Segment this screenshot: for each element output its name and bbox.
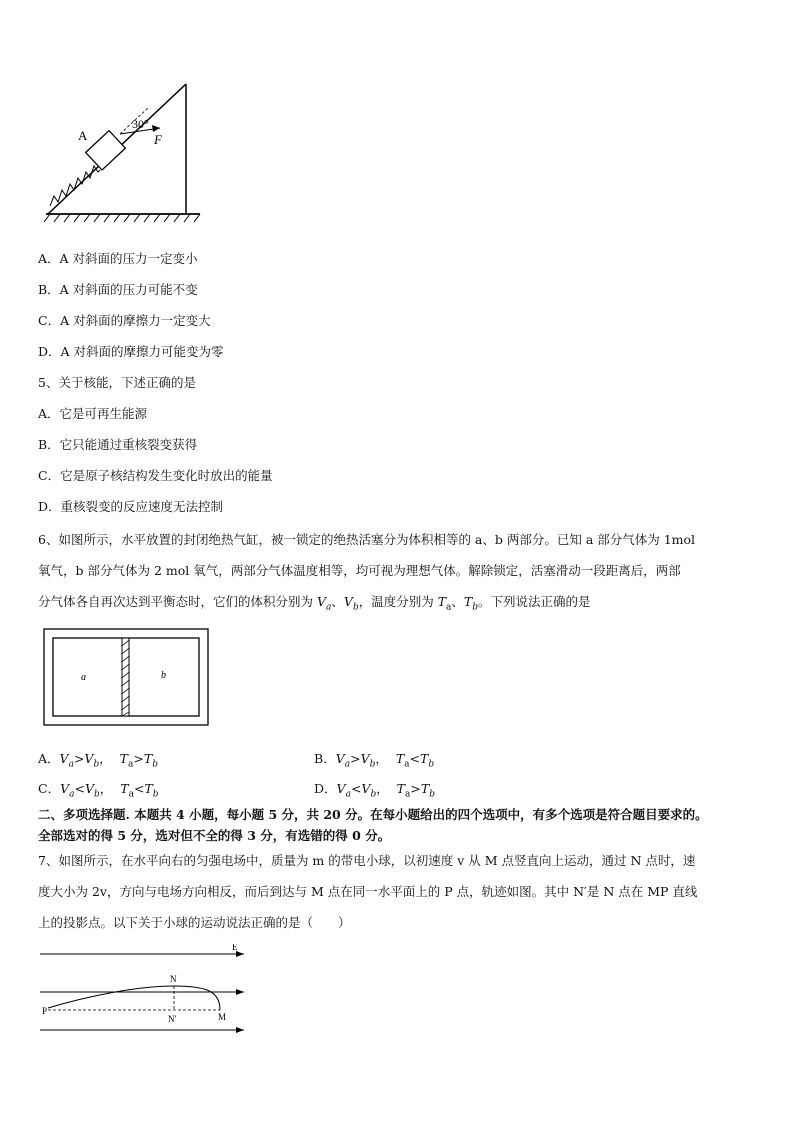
q4-option-a: A．A 对斜面的压力一定变小 [38,251,198,266]
q5-stem: 5、关于核能，下述正确的是 [38,375,196,390]
q5-option-b: B．它只能通过重核裂变获得 [38,437,198,452]
q7-stem-line3: 上的投影点。以下关于小球的运动说法正确的是（ ） [38,915,351,930]
q4-option-b: B．A 对斜面的压力可能不变 [38,282,198,297]
q5-option-d: D．重核裂变的反应速度无法控制 [38,499,224,514]
q5-option-c: C．它是原子核结构发生变化时放出的能量 [38,468,273,483]
q6-stem-line2: 氧气，b 部分气体为 2 mol 氧气，两部分气体温度相等，均可视为理想气体。解除锁定，活塞滑动一段距离后，两部 [38,563,681,578]
q4-option-d: D．A 对斜面的摩擦力可能变为零 [38,344,224,359]
q6-stem-line1: 6、如图所示，水平放置的封闭绝热气缸，被一锁定的绝热活塞分为体积相等的 a、b 两部分。已知 a 部分气体为 1mol [38,532,696,547]
q6-option-b: B．$V_a>V_b$， $T_a<T_b$ [314,751,435,770]
q7-stem-line1: 7、如图所示，在水平向右的匀强电场中，质量为 m 的带电小球，以初速度 v 从 M 点竖直向上运动，通过 N 点时，速 [38,853,696,868]
section2-line2: 全部选对的得 5 分，选对但不全的得 3 分，有选错的得 0 分。 [38,828,391,843]
q6-option-a: A．$V_a>V_b$， $T_a>T_b$ [38,751,158,770]
label-b: b [161,670,166,681]
label-M: M [218,1012,227,1022]
q7-stem-line2: 度大小为 2v，方向与电场方向相反，而后到达与 M 点在同一水平面上的 P 点，轨迹如图。其中 N′是 N 点在 MP 直线 [38,884,698,899]
label-Nprime: N′ [168,1014,177,1024]
label-a: a [81,672,86,683]
q6-option-d: D．$V_a<V_b$， $T_a>T_b$ [314,781,435,800]
angle-label: 30° [132,117,149,131]
q4-option-c: C．A 对斜面的摩擦力一定变大 [38,313,211,328]
q5-option-a: A．它是可再生能源 [38,406,148,421]
block-label: A [78,128,88,143]
cylinder-diagram [43,628,209,726]
incline-diagram [40,78,212,228]
label-N: N [170,974,177,984]
field-trajectory-diagram [38,944,250,1038]
section2-line1: 二、多项选择题. 本题共 4 小题，每小题 5 分，共 20 分。在每小题给出的四个选项中，有多个选项是符合题目要求的。 [38,807,708,822]
force-label: F [154,132,162,147]
q6-stem-line3: 分气体各自再次达到平衡态时，它们的体积分别为 $V_a$、$V_b$，温度分别为 $T_a$、$T_b$。下列说法正确的是 [38,594,591,613]
label-P: P [42,1006,48,1016]
q6-option-c: C．$V_a<V_b$， $T_a<T_b$ [38,781,159,800]
label-E: E [232,944,238,952]
